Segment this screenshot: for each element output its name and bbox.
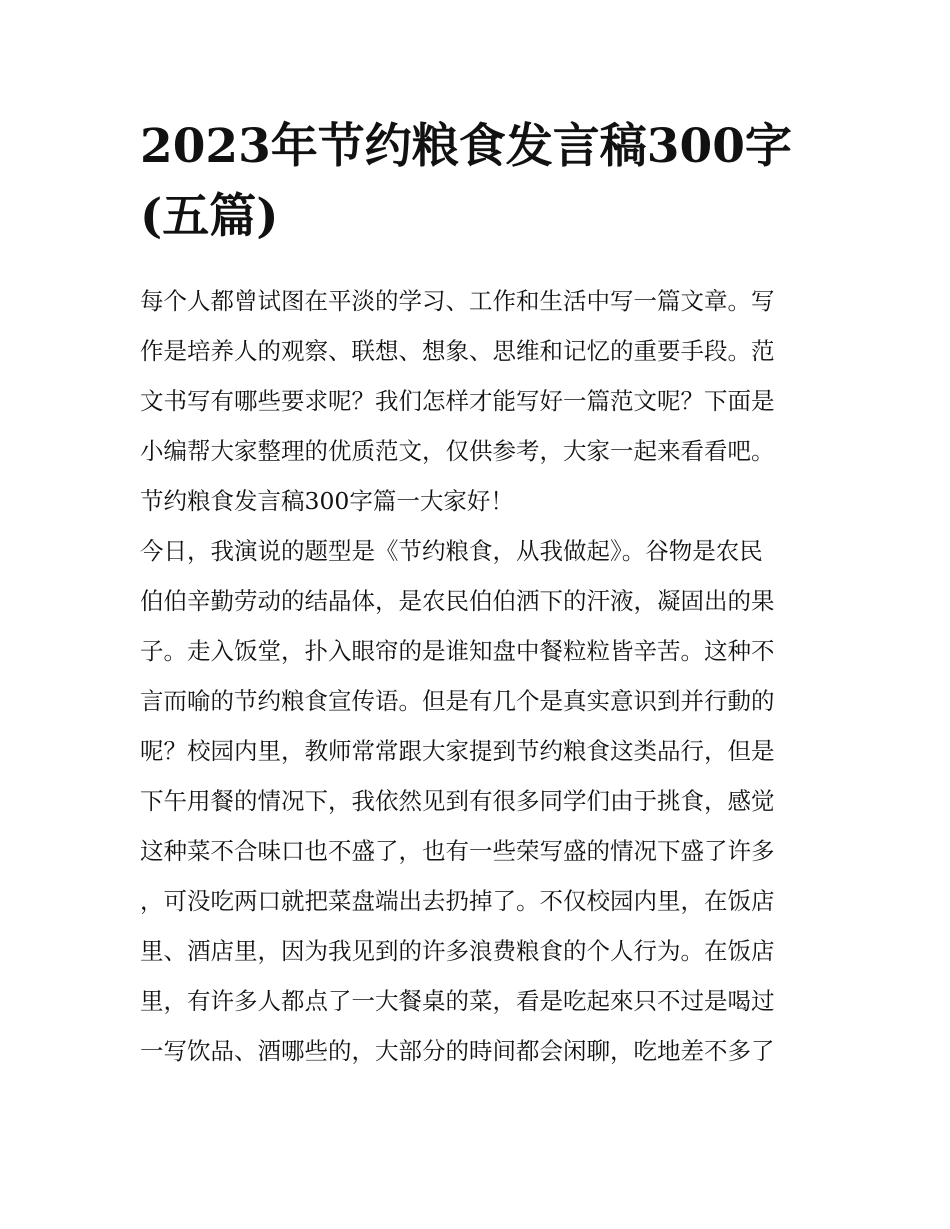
body-line: 伯伯辛勤劳动的结晶体，是农民伯伯洒下的汗液，凝固出的果	[140, 587, 775, 615]
document-body	[140, 276, 820, 1076]
body-line: 下午用餐的情况下，我依然见到有很多同学们由于挑食，感觉	[140, 787, 775, 815]
body-line: 一写饮品、酒哪些的，大部分的時间都会闲聊，吃地差不多了	[140, 1037, 775, 1065]
body-line: 小编帮大家整理的优质范文，仅供参考，大家一起来看看吧。	[140, 437, 775, 465]
body-line: 子。走入饭堂，扑入眼帘的是谁知盘中餐粒粒皆辛苦。这种不	[140, 637, 775, 665]
body-line: 今日，我演说的题型是《节约粮食，从我做起》。谷物是农民	[140, 537, 763, 565]
body-line: 文书写有哪些要求呢？我们怎样才能写好一篇范文呢？下面是	[140, 387, 775, 415]
body-line: 这种菜不合味口也不盛了，也有一些荣写盛的情况下盛了许多	[140, 837, 775, 865]
document-title: 2023年节约粮食发言稿300字(五篇)	[140, 119, 792, 244]
body-line: 言而喻的节约粮食宣传语。但是有几个是真实意识到并行動的	[140, 687, 775, 715]
body-line: 里、酒店里，因为我见到的许多浪费粮食的个人行为。在饭店	[140, 937, 775, 965]
body-line: ，可没吃两口就把菜盘端出去扔掉了。不仅校园内里，在饭店	[140, 887, 775, 915]
body-line: 每个人都曾试图在平淡的学习、工作和生活中写一篇文章。写	[140, 287, 775, 315]
body-line: 里，有许多人都点了一大餐桌的菜，看是吃起來只不过是喝过	[140, 987, 775, 1015]
section-heading-line: 节约粮食发言稿300字篇一大家好！	[140, 487, 514, 515]
body-line: 作是培养人的观察、联想、想象、思维和记忆的重要手段。范	[140, 337, 775, 365]
body-line: 呢？校园内里，教师常常跟大家提到节约粮食这类品行，但是	[140, 737, 775, 765]
